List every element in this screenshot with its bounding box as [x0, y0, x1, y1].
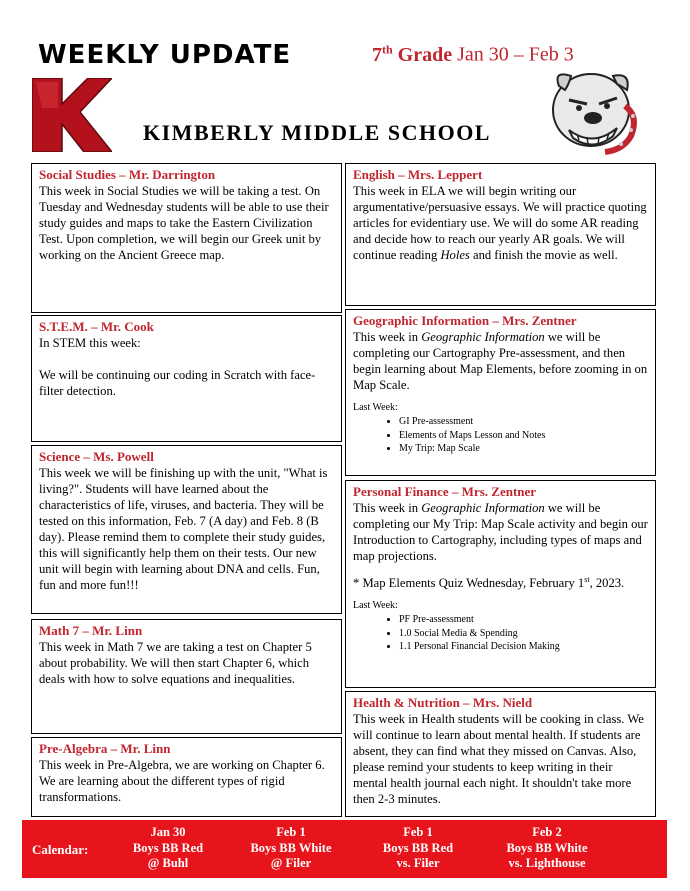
grade-and-dates: [372, 42, 574, 67]
calendar-event: Feb 1 Boys BB Red vs. Filer: [382, 825, 454, 870]
social-studies-body: This week in Social Studies we will be taking a test. On Tuesday and Wednesday students will be able to use their study guides and maps to take the Eastern Civilization Test. Upon completion, we will begin our Greek unit by working on the Ancient Greece map.: [39, 184, 329, 262]
personal-finance-box: [345, 480, 656, 688]
newsletter-title: WEEKLY UPDATE: [38, 40, 292, 70]
list-item: • 1.1 Personal Financial Decision Making: [399, 640, 649, 654]
geographic-last-week: [353, 401, 649, 456]
geographic-info-box: [345, 309, 656, 476]
health-nutrition-box: [345, 691, 656, 817]
english-body: This week in ELA we will begin writing our argumentative/persuasive essays. We will practice quoting articles for evidentiary use. We will do some AR reading and decide how to reach our yearly AR goals. We will continue reading Holes and finish the movie as well.: [353, 184, 647, 262]
calendar-label: Calendar:: [32, 842, 89, 857]
science-box: [31, 445, 342, 614]
english-heading: English – Mrs. Leppert: [353, 167, 483, 182]
english-box: [345, 163, 656, 306]
social-studies-box: [31, 163, 342, 313]
pre-algebra-box: [31, 737, 342, 817]
grade-word: Grade: [397, 43, 453, 66]
stem-heading: S.T.E.M. – Mr. Cook: [39, 319, 154, 334]
geographic-info-heading: Geographic Information – Mrs. Zentner: [353, 313, 577, 328]
school-name: KIMBERLY MIDDLE SCHOOL: [143, 120, 491, 145]
list-item: • GI Pre-assessment: [399, 415, 649, 429]
pre-algebra-body: This week in Pre-Algebra, we are working on Chapter 6. We are learning about the different types of rigid transformations.: [39, 758, 325, 804]
calendar-event: Feb 2 Boys BB White vs. Lighthouse: [506, 825, 588, 870]
list-item: • 1.0 Social Media & Spending: [399, 627, 649, 641]
math7-body: This week in Math 7 we are taking a test on Chapter 5 about probability. We will then start Chapter 6, which deals with how to solve equations and inequalities.: [39, 640, 312, 686]
stem-line2: We will be continuing our coding in Scratch with face-filter detection.: [39, 368, 316, 398]
quiz-note: * Map Elements Quiz Wednesday, February 1st, 2023.: [353, 575, 625, 591]
list-item: • Elements of Maps Lesson and Notes: [399, 429, 649, 443]
newsletter-header: [0, 0, 690, 160]
geographic-info-body: This week in Geographic Information we will be completing our Cartography Pre-assessment, and then begin learning about Map Elements, before zooming in on Map Scale.: [353, 330, 648, 392]
science-body: This week we will be finishing up with the unit, "What is living?". Students will have learned about the characteristics of life, viruses, and bacteria. They will be tested on this information, Feb. 7 (A day) and Feb. 8 (B day). Please remind them to complete their study guides, this will significantly help them on their tests. Our new unit will begin with learning about DNA and cells. Fun, fun and more fun!!!: [39, 466, 328, 592]
social-studies-heading: Social Studies – Mr. Darrington: [39, 167, 216, 182]
calendar-event: Jan 30 Boys BB Red @ Buhl: [132, 825, 204, 870]
calendar-bar: [22, 820, 667, 878]
finance-last-week: [353, 599, 649, 654]
list-item: • My Trip: Map Scale: [399, 442, 649, 456]
pre-algebra-heading: Pre-Algebra – Mr. Linn: [39, 741, 171, 756]
science-heading: Science – Ms. Powell: [39, 449, 154, 464]
bulldog-mascot-icon: [543, 66, 643, 156]
health-nutrition-heading: Health & Nutrition – Mrs. Nield: [353, 695, 533, 710]
math7-box: [31, 619, 342, 734]
calendar-event: Feb 1 Boys BB White @ Filer: [250, 825, 332, 870]
english-book-title: Holes: [440, 248, 470, 262]
k-logo-icon: [32, 78, 112, 152]
geographic-last-week-label: Last Week:: [353, 402, 398, 413]
stem-box: [31, 315, 342, 442]
finance-last-week-label: Last Week:: [353, 600, 398, 612]
math7-heading: Math 7 – Mr. Linn: [39, 623, 143, 638]
personal-finance-body: This week in Geographic Information we will be completing our My Trip: Map Scale activity and begin our Introduction to Cartography, including types of maps and map projections.: [353, 501, 648, 563]
date-range: Jan 30 – Feb 3: [457, 43, 574, 66]
health-nutrition-body: This week in Health students will be cooking in class. We will continue to learn about mental health. If students are absent, they can find what they missed on Canvas. Also, please remind your students to keep writing in their mental health journal each night. It shouldn't take more then 2-3 minutes.: [353, 712, 644, 806]
list-item: • PF Pre-assessment: [399, 613, 649, 627]
grade-number: 7: [372, 43, 382, 66]
stem-line1: In STEM this week:: [39, 336, 141, 350]
personal-finance-heading: Personal Finance – Mrs. Zentner: [353, 484, 537, 499]
grade-suffix: th: [382, 42, 393, 56]
